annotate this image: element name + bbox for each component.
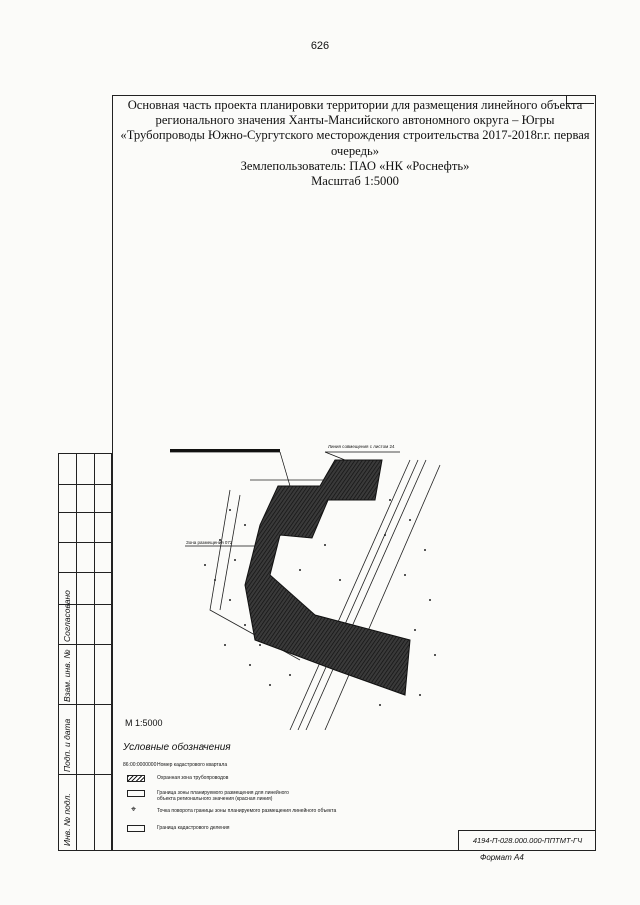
legend-swatch-hatch bbox=[127, 775, 145, 782]
legend-swatch-outline bbox=[127, 790, 145, 797]
legend-title: Условные обозначения bbox=[123, 742, 231, 753]
legend-item-quarter bbox=[123, 762, 367, 770]
stamp-row-divider bbox=[59, 774, 111, 775]
legend-boundary-text: Граница кадастрового деления bbox=[157, 825, 230, 831]
turn-point-icon: ⌖ bbox=[131, 804, 137, 814]
sheet-format-label: Формат А4 bbox=[480, 853, 524, 862]
map-label-bar bbox=[170, 449, 280, 452]
stamp-row-divider bbox=[59, 512, 111, 513]
stamp-agreed-label: Согласовано bbox=[62, 590, 72, 642]
site-plan-map bbox=[160, 440, 450, 730]
stamp-row-divider bbox=[59, 484, 111, 485]
stamp-col-divider bbox=[94, 454, 95, 850]
stamp-col-divider bbox=[76, 454, 77, 850]
planning-zone-hatched bbox=[245, 460, 410, 695]
map-label-zone: Зона размещения 072 bbox=[186, 540, 233, 545]
side-stamp-table bbox=[58, 453, 112, 851]
legend-item-red-line bbox=[127, 790, 367, 804]
stamp-inv-replaced-label: Взам. инв. № bbox=[62, 649, 72, 702]
legend-item-cadastral-boundary bbox=[127, 825, 367, 833]
map-label-sheet-join: Линия совмещения с листом 24 bbox=[328, 444, 395, 449]
heading-line-4: очередь» bbox=[330, 143, 380, 158]
legend-red-line-text: Граница зоны планируемого размещения для линейного объекта регионального значения (красная линия) bbox=[157, 790, 289, 802]
heading-line-3: «Трубопроводы Южно-Сургутского месторождения строительства 2017-2018г.г. первая bbox=[120, 128, 590, 143]
stamp-inv-original-label: Инв. № подл. bbox=[62, 793, 72, 846]
stamp-row-divider bbox=[59, 644, 111, 645]
heading-land-user: Землепользователь: ПАО «НК «Роснефть» bbox=[240, 158, 470, 173]
stamp-row-divider bbox=[59, 572, 111, 573]
legend-item-turn-point bbox=[127, 804, 387, 818]
legend-quarter-text: Номер кадастрового квартала bbox=[157, 762, 228, 768]
legend-quarter-code: 86:00:0000000 bbox=[123, 762, 157, 768]
legend-swatch-boundary bbox=[127, 825, 145, 832]
legend-protection-text: Охранная зона трубопроводов bbox=[157, 775, 229, 781]
legend-item-protection-zone bbox=[127, 775, 367, 783]
stamp-row-divider bbox=[59, 542, 111, 543]
page-number: 626 bbox=[310, 40, 330, 52]
heading-line-1: Основная часть проекта планировки территории для размещения линейного объекта bbox=[127, 98, 583, 112]
heading-line-2: регионального значения Ханты-Мансийского автономного округа – Югры bbox=[155, 113, 555, 128]
stamp-row-divider bbox=[59, 704, 111, 705]
map-scale-label: М 1:5000 bbox=[125, 718, 163, 728]
heading-scale: Масштаб 1:5000 bbox=[311, 174, 399, 189]
sheet-heading bbox=[118, 98, 592, 189]
document-code: 4194-П-028.000.000-ППТМТ-ГЧ bbox=[458, 830, 596, 851]
stamp-signature-date-label: Подп. и дата bbox=[62, 718, 72, 772]
legend-turn-point-text: Точка поворота границы зоны планируемого размещения линейного объекта bbox=[157, 808, 337, 814]
